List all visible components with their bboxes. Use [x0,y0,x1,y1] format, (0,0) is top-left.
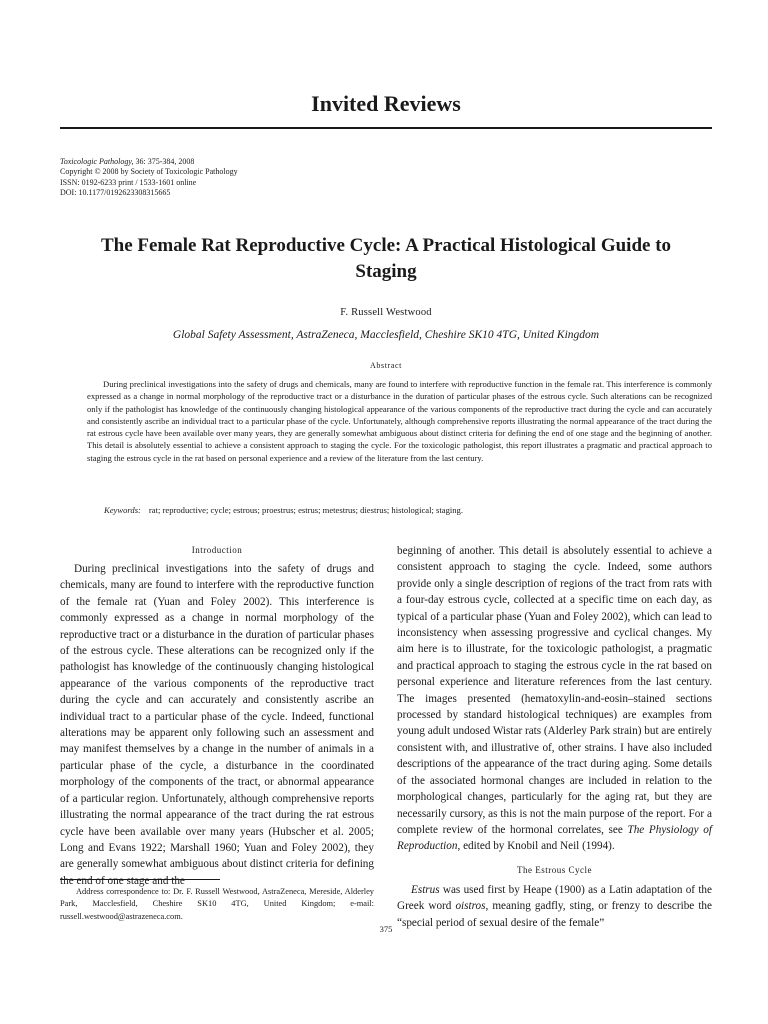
citation-journal-line [60,157,238,167]
abstract-text: During preclinical investigations into the safety of drugs and chemicals, many are found to interfere with reproductive function in the female rat. This interference is commonly expressed as a change in normal morphology of the reproductive tract or a disturbance in the duration of particular phases of the estrous cycle. Such alterations can be recognized only if the pathologist has knowledge of the continuously changing histological appearance of the various components of the reproductive tract during the cycle and can accurately and consistently ascribe an individual tract to a particular phase of the cycle. Unfortunately, although comprehensive reports illustrating the normal appearance of the tract during the rat estrous cycle have been available over many years, they are generally somewhat ambiguous about distinct criteria for defining the end of one stage and the beginning of another. This detail is absolutely essential to achieve a consistent approach to staging the cycle. For the toxicologic pathologist, this report illustrates a pragmatic and practical approach to staging the estrous cycle in the rat based on personal experience and a review of the literature from the last century. [87,379,712,463]
introduction-continued-text: beginning of another. This detail is absolutely essential to achieve a consistent approach to staging the cycle. Indeed, some authors provide only a single description of regions of the tract from rats with a four-day estrous cycle, collected at a specific time on each day, as typical of a particular phase (Yuan and Foley 2002), which can lead to inconsistency when assessing progressive and cyclical changes. My aim here is to illustrate, for the toxicologic pathologist, a pragmatic and practical approach to staging the estrous cycle in the rat based on personal experience and literature references from the last century. The images presented (hematoxylin-and-eosin–stained sections processed by standard histological techniques) are examples from young adult undosed Wistar rats (Alderley Park strain) but are entirely consistent with, and illustrative of, other strains. I have also included descriptions of the appearance of the tract during aging. Some details of the associated hormonal changes are included in relation to the morphological changes, particularly for the aging rat, but they are necessarily cursory, as this is not the main purpose of the report. For a complete review of the hormonal correlates, see [397,545,712,836]
correspondence-footnote: Address correspondence to: Dr. F. Russell Westwood, AstraZeneca, Mereside, Alderley Park, Macclesfield, Cheshire SK10 4TG, United Kingdom; e-mail: russell.westwood@astrazeneca.com. [60,887,374,921]
right-column [397,543,712,931]
article-title: The Female Rat Reproductive Cycle: A Practical Histological Guide to Staging [100,235,672,282]
section-header: Invited Reviews [311,91,461,116]
estrous-text-part-2: , meaning gadfly, sting, or frenzy to describe the “special period of sexual desire of the female” [397,900,712,929]
abstract-heading: Abstract [370,361,402,370]
estrous-text-part-1: was used first by Heape (1900) as a Latin adaptation of the Greek word [397,883,712,913]
book-title: The Physiology of Reproduction [397,823,712,853]
keywords-line [104,505,704,515]
keywords-label: Keywords: [104,505,141,515]
issn-line: ISSN: 0192-6233 print / 1533-1601 online [60,177,197,187]
introduction-paragraph: During preclinical investigations into the safety of drugs and chemicals, many are found to interfere with the reproductive function of the female rat (Yuan and Foley 2002). This interference is commonly expressed as a change in normal morphology of the reproductive tract or a disturbance in the duration of particular phases of the estrous cycle. These alterations can be recognized only if the pathologist has knowledge of the continuously changing histological appearance of the various components of the reproductive tract during the cycle and can accurately and consistently ascribe an individual tract to a particular phase of the cycle. Indeed, functional alterations may be apparent only following such an assessment and may manifest themselves by a change in the number of animals in a particular phase of the cycle, a disturbance in the coordinated morphology of the components of the tract, or abnormal appearance of a particular region. Unfortunately, although comprehensive reports illustrating the normal appearance of the tract during the rat estrous cycle have been available over many years (Hubscher et al. 2005; Long and Evans 1922; Marshall 1960; Yuan and Foley 2002), they are generally somewhat ambiguous about distinct criteria for defining the end of one stage and the [60,563,374,887]
estrus-term: Estrus [411,883,440,896]
doi-line: DOI: 10.1177/0192623308315665 [60,188,171,198]
oistros-term: oistros [455,900,486,913]
author-affiliation: Global Safety Assessment, AstraZeneca, Macclesfield, Cheshire SK10 4TG, United Kingdom [172,329,600,341]
citation-block [60,157,238,199]
book-citation-suffix: , edited by Knobil and Neil (1994). [457,840,615,853]
introduction-paragraph-continued [397,543,712,855]
copyright-line: Copyright © 2008 by Society of Toxicologic Pathology [60,167,238,177]
journal-name: Toxicologic Pathology, [60,157,134,166]
introduction-heading: Introduction [191,545,243,555]
header-rule [60,127,712,129]
volume-pages: 36: 375-384, 2008 [133,157,195,166]
page-number: 375 [379,924,393,934]
keywords-list: rat; reproductive; cycle; estrous; proestrus; estrus; metestrus; diestrus; histological; staging. [148,505,464,515]
footnote-rule [60,879,220,880]
author-name: F. Russell Westwood [340,307,432,318]
left-column [60,543,374,889]
estrous-cycle-heading: The Estrous Cycle [517,864,592,875]
